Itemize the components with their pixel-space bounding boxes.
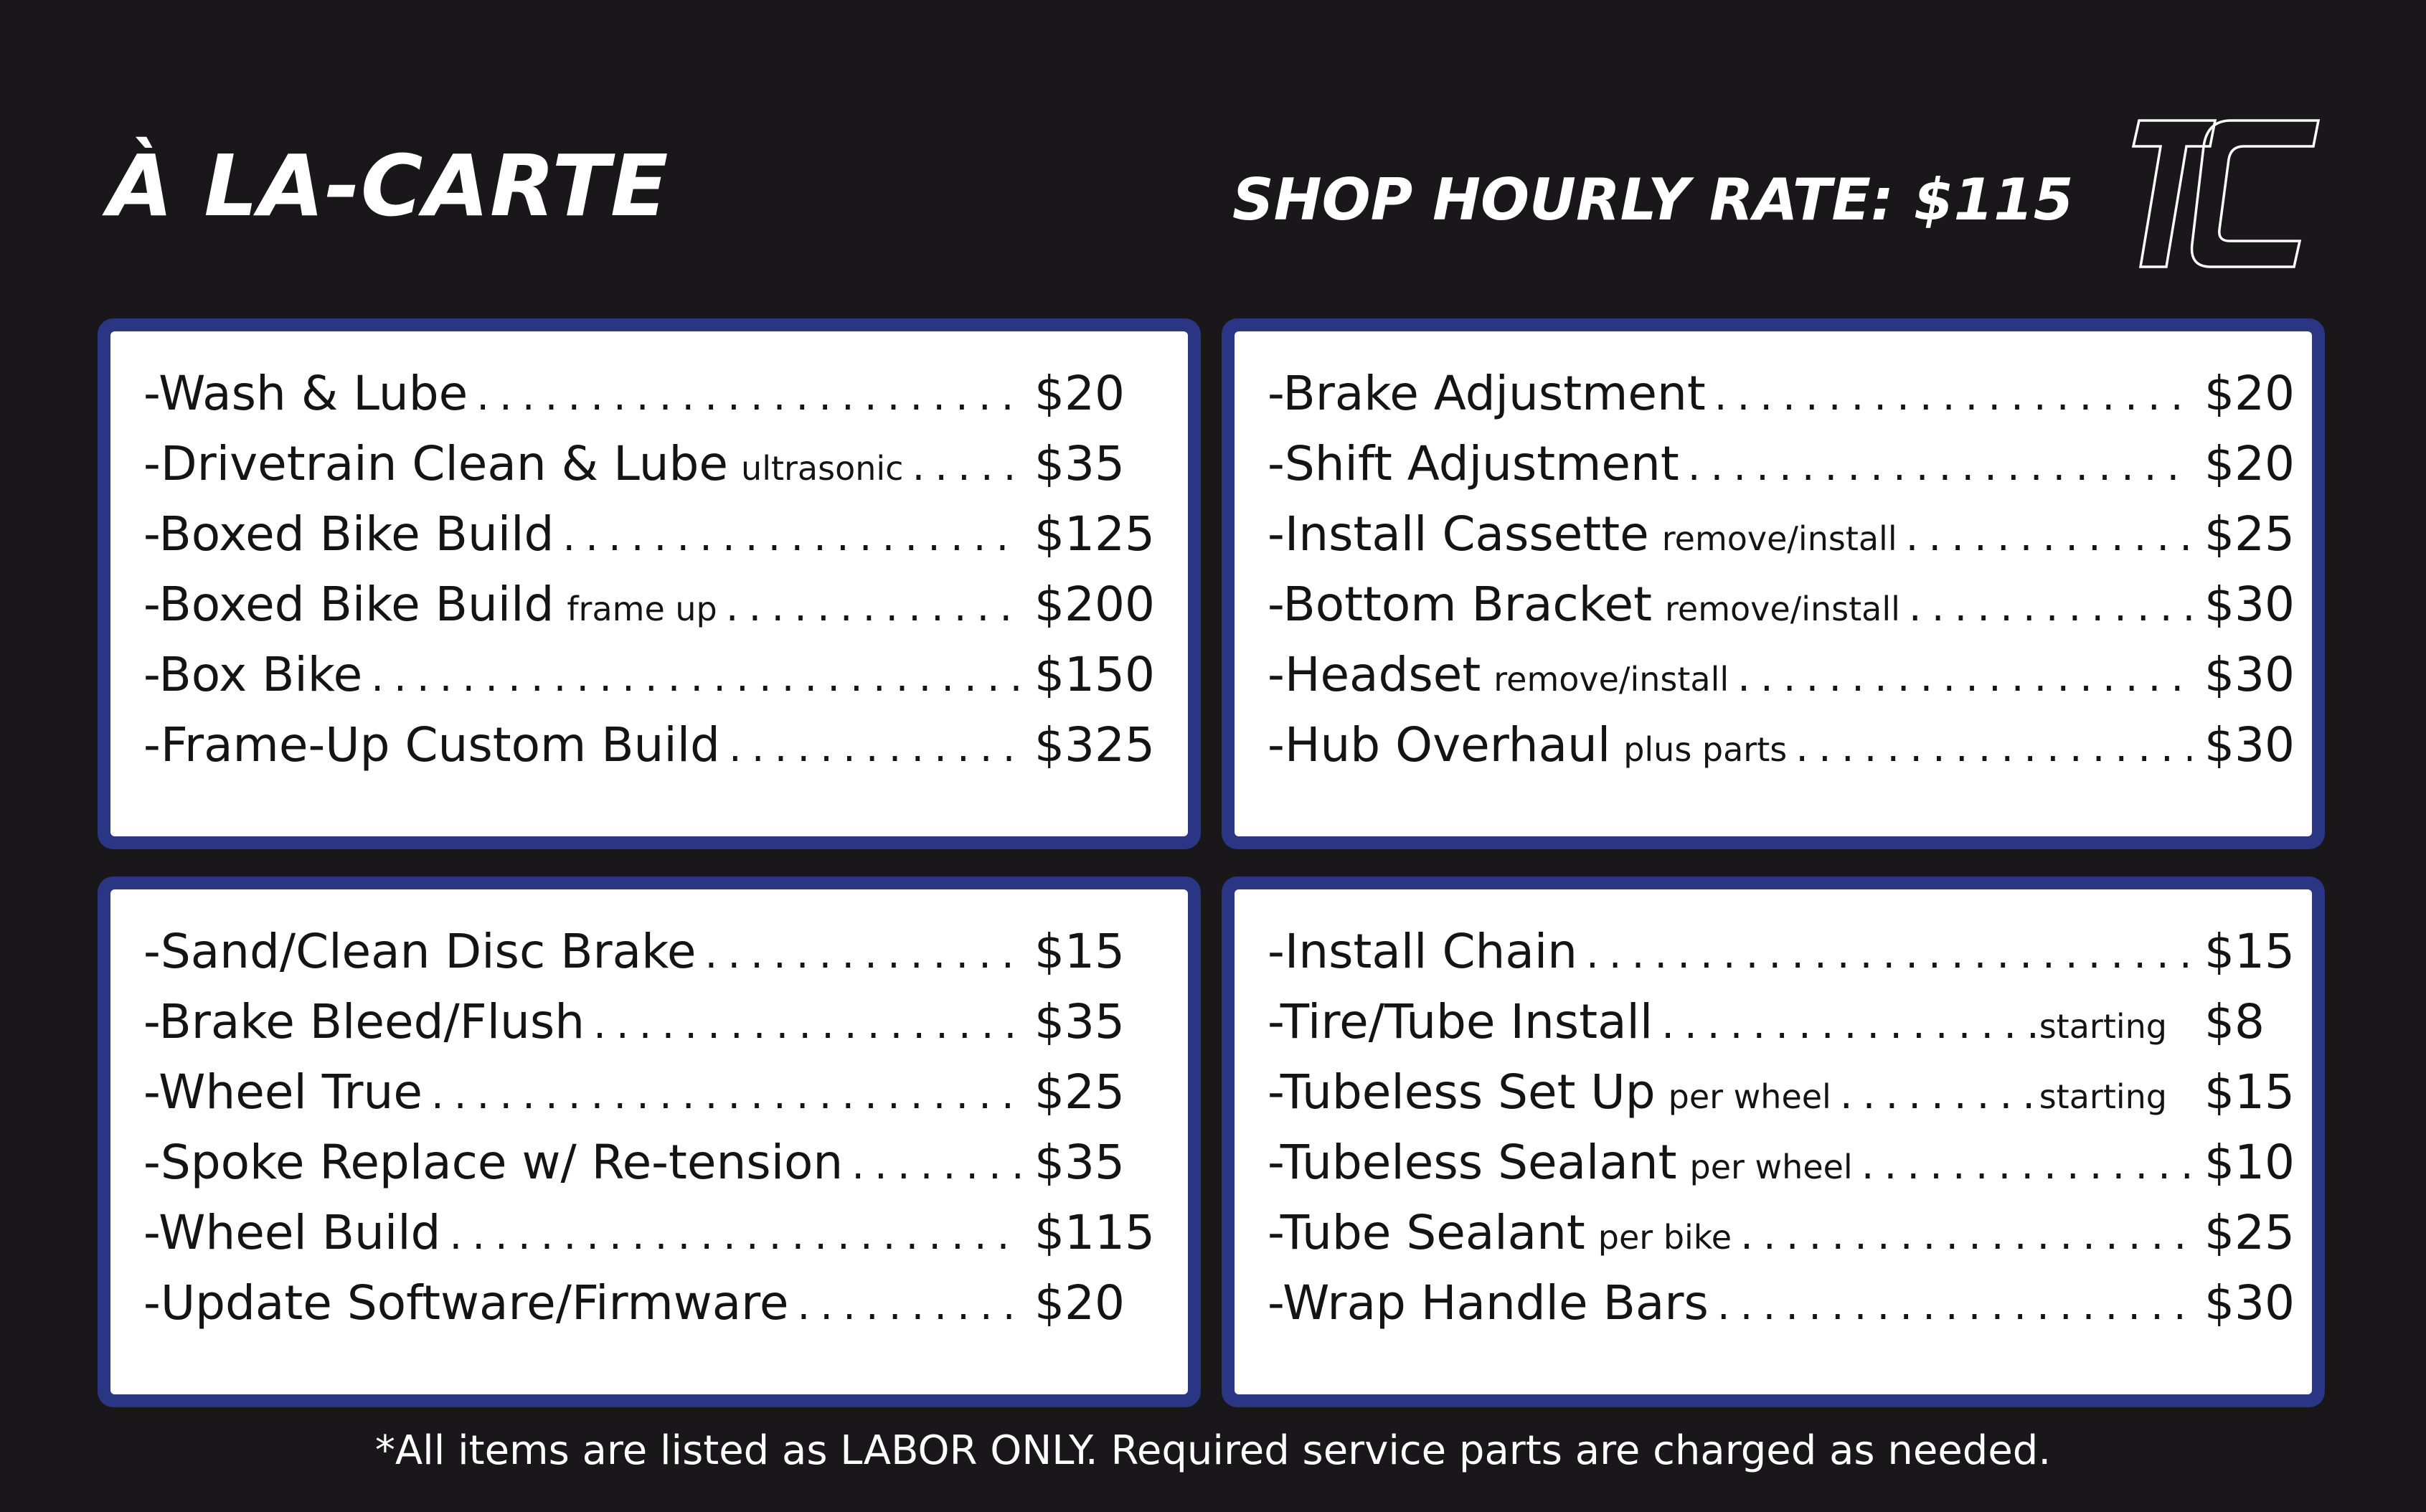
item-price: $200 — [1034, 577, 1155, 632]
dot-leader — [554, 514, 1021, 560]
dot-leader — [468, 373, 1021, 420]
item-price: $115 — [1034, 1205, 1155, 1260]
item-name: -Brake Bleed/Flush — [143, 994, 585, 1049]
panel-list — [110, 889, 1188, 1394]
service-panel-builds — [98, 318, 1201, 849]
item-name: -Tubeless Sealant — [1268, 1135, 1677, 1190]
menu-item — [1235, 924, 2312, 994]
item-name: -Update Software/Firmware — [143, 1275, 789, 1331]
item-price: $20 — [2204, 436, 2295, 491]
item-note: per wheel — [1689, 1148, 1853, 1186]
page-title: À LA-CARTE — [108, 136, 669, 235]
menu-item — [110, 647, 1188, 717]
item-price: $30 — [2204, 1275, 2295, 1331]
menu-item — [110, 1205, 1188, 1275]
item-note: remove/install — [1661, 519, 1897, 558]
dot-leader — [1729, 654, 2191, 701]
item-name: -Shift Adjustment — [1268, 436, 1679, 491]
item-price: $35 — [1034, 436, 1125, 491]
dot-leader — [1706, 373, 2191, 420]
item-name: -Boxed Bike Build — [143, 506, 554, 562]
item-name: -Wheel Build — [143, 1205, 441, 1260]
item-price: $35 — [1034, 994, 1125, 1049]
menu-item — [1235, 717, 2312, 788]
item-price: $15 — [2204, 924, 2295, 979]
item-name: -Install Chain — [1268, 924, 1577, 979]
item-note: remove/install — [1493, 660, 1729, 699]
menu-item — [1235, 436, 2312, 506]
dot-leader — [717, 584, 1021, 630]
menu-item — [110, 366, 1188, 436]
item-price: $25 — [2204, 1205, 2295, 1260]
dot-leader — [1709, 1282, 2191, 1329]
item-name: -Boxed Bike Build — [143, 577, 554, 632]
service-panel-brakes-wheels — [98, 877, 1201, 1407]
item-name: -Brake Adjustment — [1268, 366, 1706, 421]
menu-item — [110, 436, 1188, 506]
item-name: -Tire/Tube Install — [1268, 994, 1653, 1049]
item-price: $10 — [2204, 1135, 2295, 1190]
service-panel-adjustments — [1222, 318, 2325, 849]
menu-item — [1235, 1205, 2312, 1275]
dot-leader — [1900, 584, 2191, 630]
menu-item — [110, 1135, 1188, 1205]
item-note: remove/install — [1665, 590, 1900, 628]
item-price: $15 — [1034, 924, 1125, 979]
item-note: ultrasonic — [741, 449, 904, 488]
item-name: -Sand/Clean Disc Brake — [143, 924, 697, 979]
starting-label: starting — [2039, 1007, 2167, 1046]
item-price: $25 — [1034, 1064, 1125, 1120]
item-note: plus parts — [1623, 730, 1788, 769]
item-name: -Tube Sealant — [1268, 1205, 1585, 1260]
item-name: -Headset — [1268, 647, 1481, 702]
menu-item — [1235, 994, 2312, 1064]
menu-item — [1235, 647, 2312, 717]
menu-item — [1235, 1135, 2312, 1205]
menu-item — [1235, 577, 2312, 647]
item-price: $30 — [2204, 647, 2295, 702]
hourly-rate: SHOP HOURLY RATE: $115 — [1232, 166, 2074, 233]
labor-disclaimer: *All items are listed as LABOR ONLY. Required service parts are charged as needed. — [374, 1427, 2052, 1474]
item-price: $30 — [2204, 717, 2295, 772]
dot-leader — [423, 1072, 1021, 1118]
item-price: $20 — [2204, 366, 2295, 421]
item-note: per bike — [1597, 1218, 1732, 1257]
menu-item — [110, 1064, 1188, 1135]
menu-item — [110, 717, 1188, 788]
dot-leader — [843, 1142, 1021, 1189]
dot-leader — [1653, 1001, 2039, 1048]
dot-leader — [1853, 1142, 2191, 1189]
dot-leader — [697, 931, 1021, 978]
dot-leader — [788, 1282, 1021, 1329]
dot-leader — [1577, 931, 2191, 978]
item-name: -Frame-Up Custom Build — [143, 717, 720, 772]
starting-label: starting — [2039, 1077, 2167, 1116]
item-price: $30 — [2204, 577, 2295, 632]
menu-item — [1235, 366, 2312, 436]
item-note: per wheel — [1668, 1077, 1831, 1116]
dot-leader — [1787, 724, 2191, 771]
dot-leader — [440, 1212, 1021, 1259]
item-price: $150 — [1034, 647, 1155, 702]
menu-item — [110, 994, 1188, 1064]
item-name: -Drivetrain Clean & Lube — [143, 436, 729, 491]
menu-item — [110, 506, 1188, 577]
menu-item — [110, 924, 1188, 994]
item-price: $35 — [1034, 1135, 1125, 1190]
menu-item — [1235, 1064, 2312, 1135]
item-note: frame up — [567, 590, 717, 628]
item-price: $125 — [1034, 506, 1155, 562]
dot-leader — [1679, 443, 2191, 490]
item-name: -Install Cassette — [1268, 506, 1649, 562]
dot-leader — [903, 443, 1021, 490]
dot-leader — [720, 724, 1021, 771]
tc-logo-icon — [2123, 115, 2324, 273]
item-price: $20 — [1034, 1275, 1125, 1331]
item-price: $20 — [1034, 366, 1125, 421]
dot-leader — [1897, 514, 2191, 560]
dot-leader — [585, 1001, 1021, 1048]
menu-item — [110, 1275, 1188, 1346]
menu-item — [1235, 1275, 2312, 1346]
item-name: -Wheel True — [143, 1064, 423, 1120]
item-name: -Bottom Bracket — [1268, 577, 1653, 632]
item-name: -Hub Overhaul — [1268, 717, 1611, 772]
menu-item — [1235, 506, 2312, 577]
dot-leader — [1831, 1072, 2039, 1118]
item-price: $8 — [2204, 994, 2265, 1049]
item-name: -Tubeless Set Up — [1268, 1064, 1656, 1120]
panel-list — [110, 331, 1188, 836]
item-name: -Wrap Handle Bars — [1268, 1275, 1709, 1331]
item-price: $325 — [1034, 717, 1155, 772]
menu-item — [110, 577, 1188, 647]
item-price: $15 — [2204, 1064, 2295, 1120]
dot-leader — [362, 654, 1021, 701]
panel-list — [1235, 889, 2312, 1394]
item-name: -Spoke Replace w/ Re-tension — [143, 1135, 844, 1190]
item-price: $25 — [2204, 506, 2295, 562]
dot-leader — [1732, 1212, 2191, 1259]
service-panel-tires-chain — [1222, 877, 2325, 1407]
panel-list — [1235, 331, 2312, 836]
item-name: -Wash & Lube — [143, 366, 468, 421]
item-name: -Box Bike — [143, 647, 363, 702]
